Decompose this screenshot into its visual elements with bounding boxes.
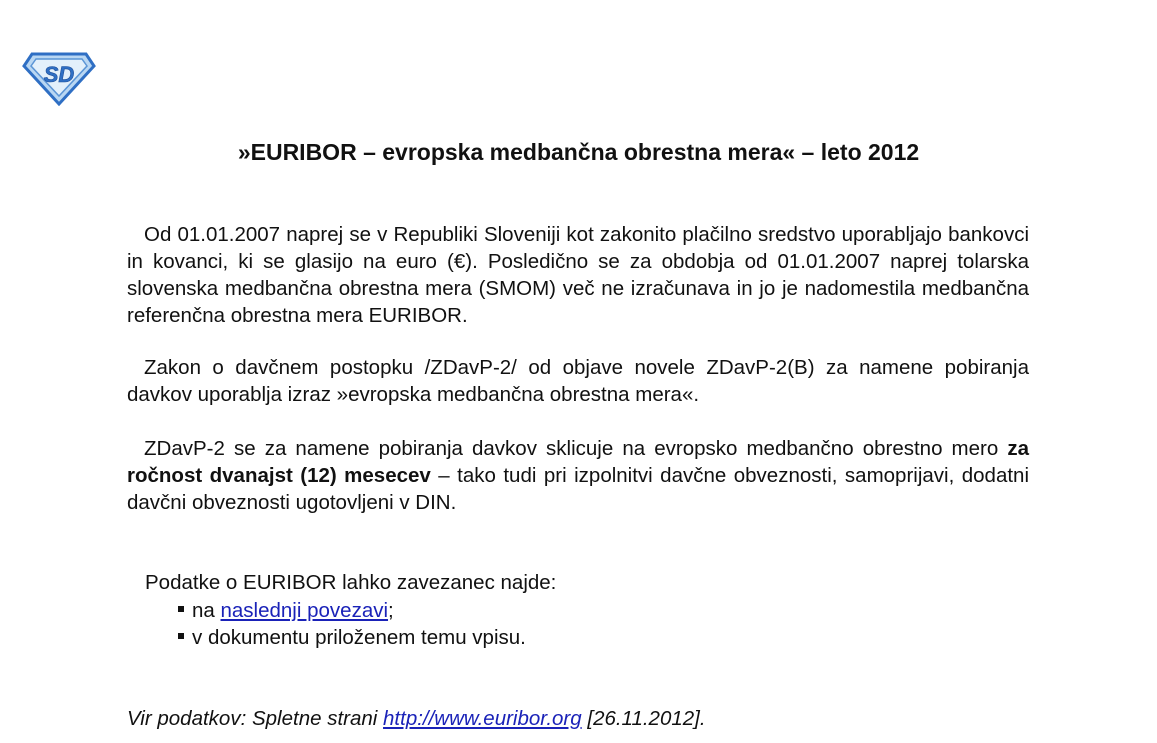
- source-prefix: Vir podatkov: Spletne strani: [127, 707, 384, 730]
- paragraph-maturity-before: ZDavP-2 se za namene pobiranja davkov sklicuje na evropsko medbančno obrestno mero: [144, 437, 1008, 460]
- source-suffix: [26.11.2012].: [581, 707, 706, 730]
- bullet-prefix: na: [192, 599, 221, 622]
- list-item: [178, 624, 526, 651]
- square-bullet-icon: [178, 633, 184, 639]
- page-title: »EURIBOR – evropska medbančna obrestna mera« – leto 2012: [237, 139, 920, 165]
- paragraph-maturity: [127, 435, 1029, 516]
- paragraph-maturity-bold: za ročnost dvanajst (12) mesecev: [127, 437, 1029, 487]
- list-item: [178, 597, 394, 624]
- next-link[interactable]: naslednji povezavi: [220, 599, 389, 622]
- sd-logo: [22, 50, 96, 106]
- paragraph-intro: Od 01.01.2007 naprej se v Republiki Sloveniji kot zakonito plačilno sredstvo uporabljajo bankovci in kovanci, ki se glasijo na euro (€). Posledično se za obdobja od 01.01.2007 naprej tolarska slovenska medbančna obrestna mera (SMOM) več ne izračunava in jo je nadomestila medbančna referenčna obrestna mera EURIBOR.: [127, 223, 1029, 327]
- square-bullet-icon: [178, 606, 184, 612]
- bullet-suffix: ;: [388, 599, 394, 622]
- source-note: [127, 705, 706, 732]
- logo-letters: SD: [43, 62, 75, 87]
- bullet-text: v dokumentu priloženem temu vpisu.: [192, 626, 526, 649]
- paragraph-zdavp: Zakon o davčnem postopku /ZDavP-2/ od objave novele ZDavP-2(B) za namene pobiranja davkov uporablja izraz »evropska medbančna obrestna mera«.: [127, 356, 1029, 406]
- euribor-link[interactable]: http://www.euribor.org: [383, 707, 582, 730]
- paragraph-maturity-after: – tako tudi pri izpolnitvi davčne obveznosti, samoprijavi, dodatni davčni obveznosti ugotovljeni v DIN.: [127, 464, 1029, 514]
- links-intro: Podatke o EURIBOR lahko zavezanec najde:: [145, 571, 557, 594]
